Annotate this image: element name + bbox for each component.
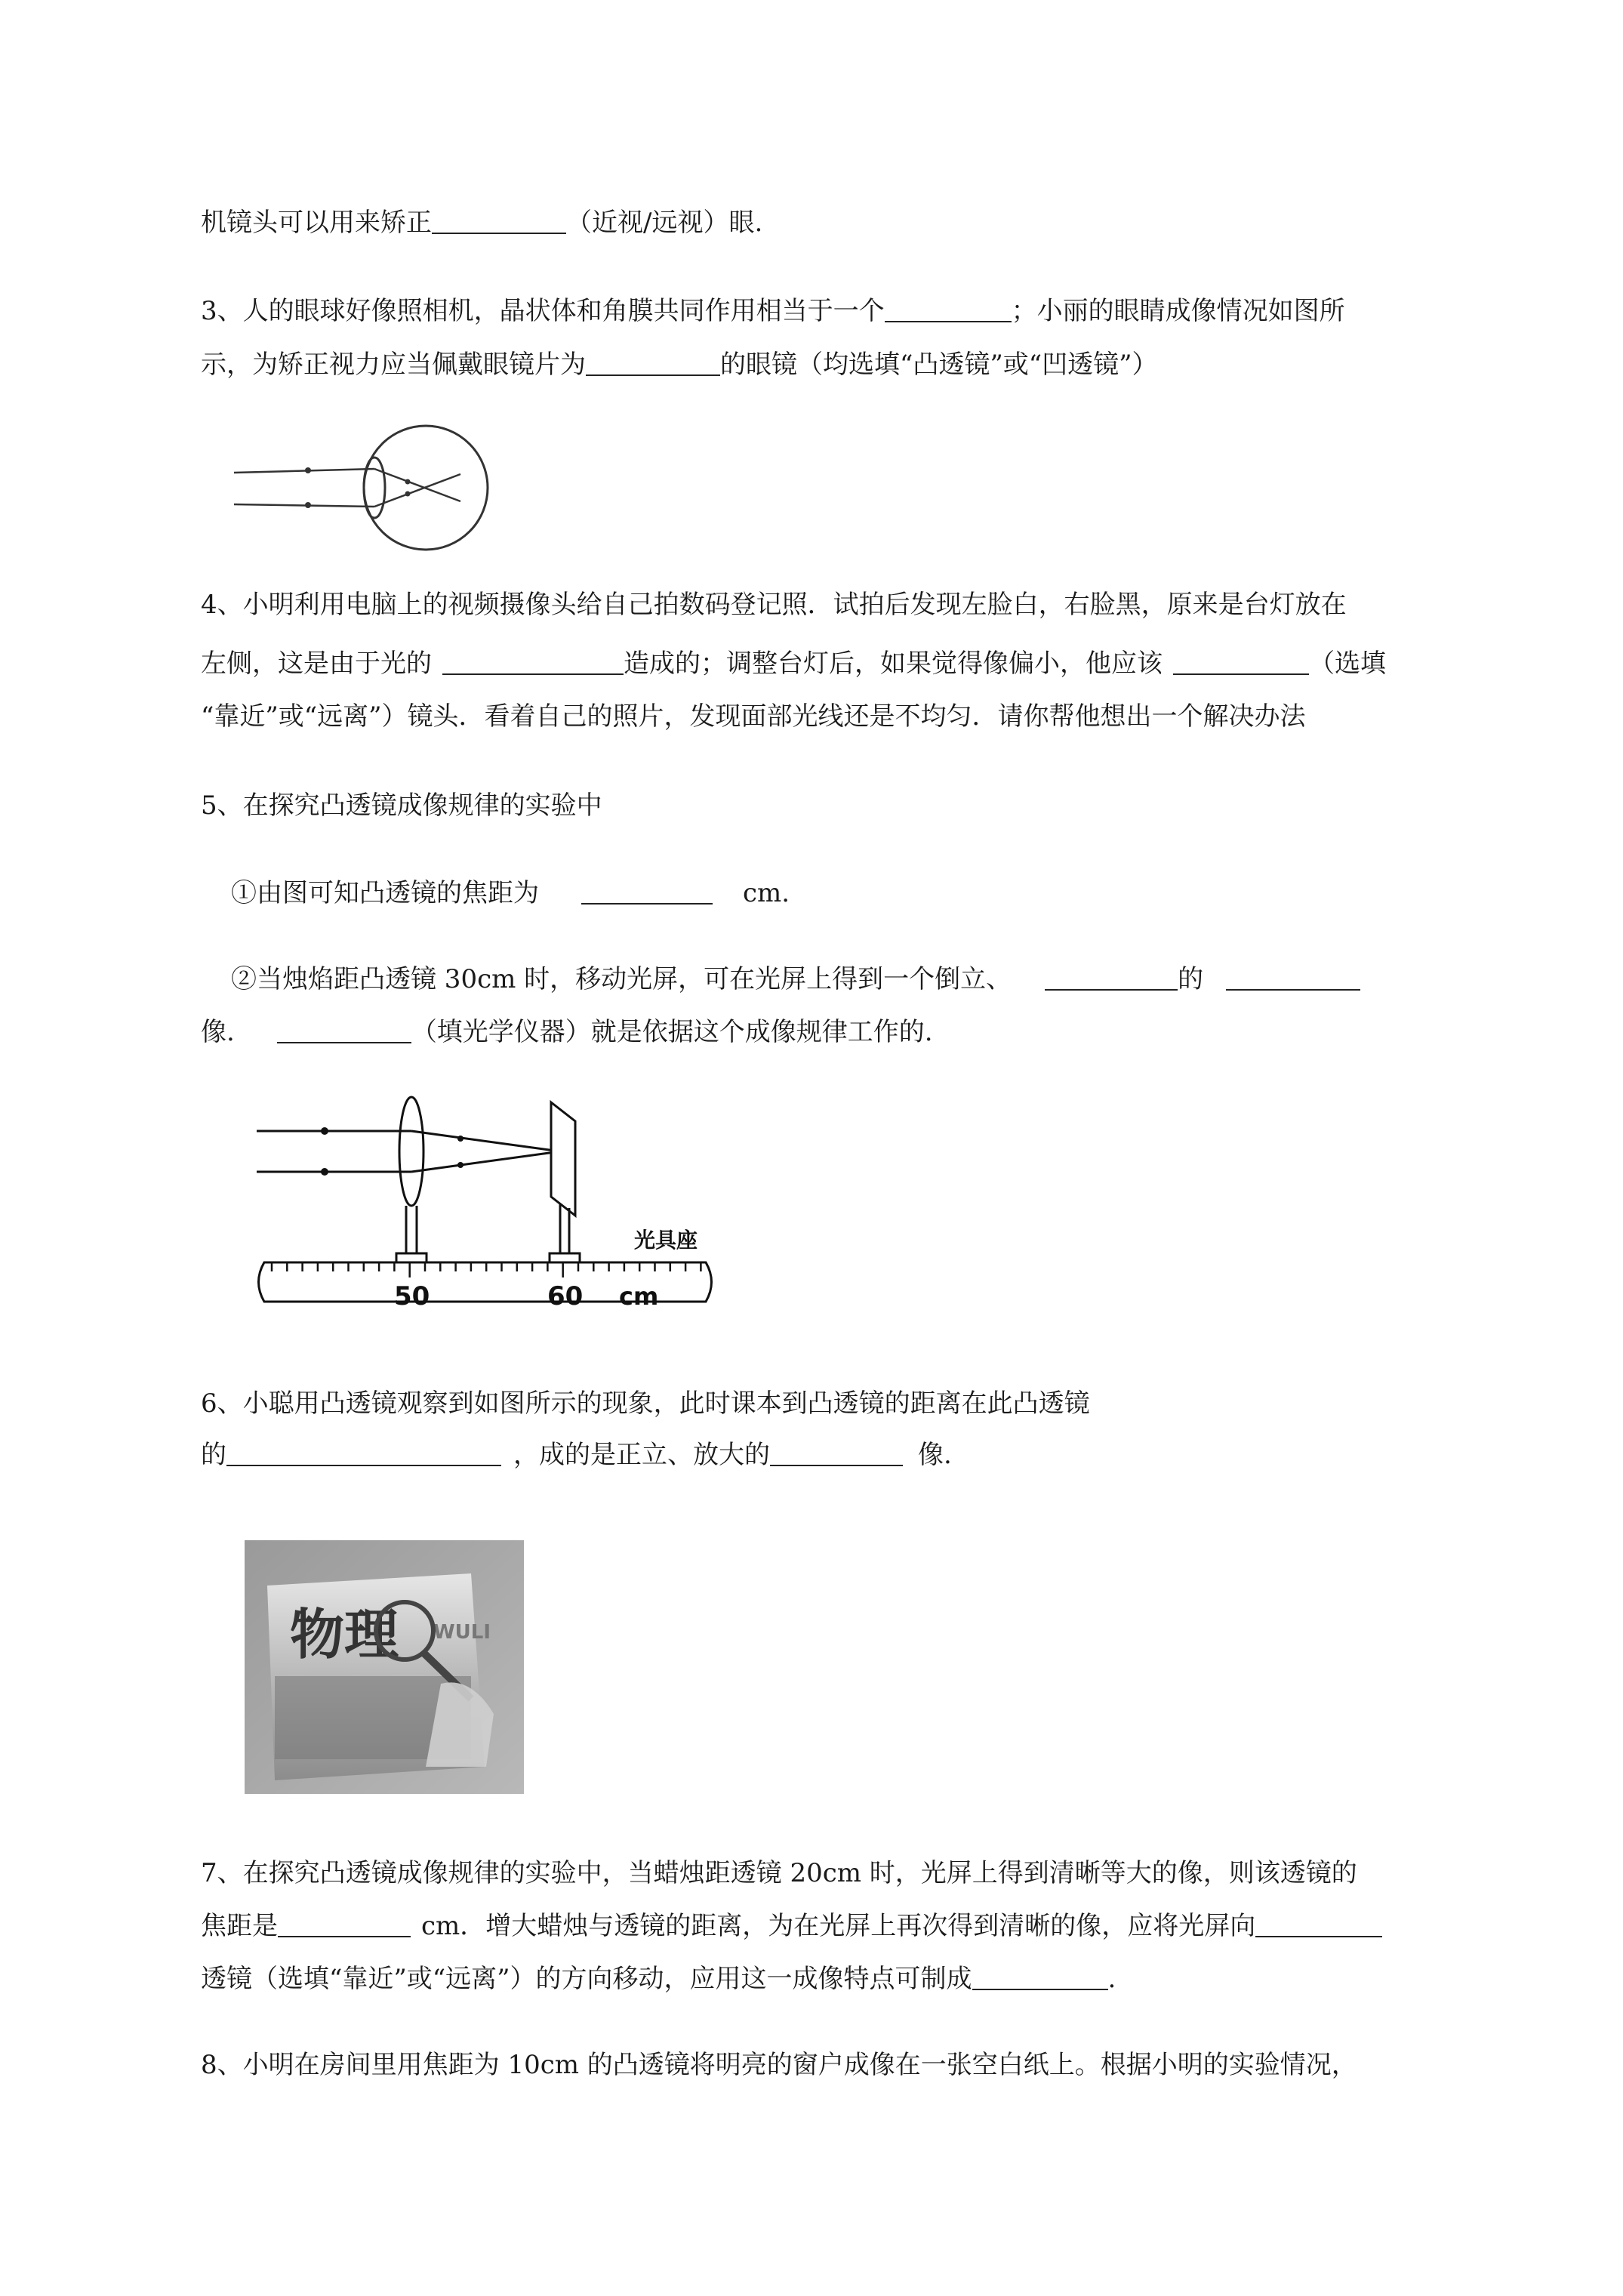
answer-blank[interactable] [1045,963,1178,991]
q8-line-1: 8、小明在房间里用焦距为 10cm 的凸透镜将明亮的窗户成像在一张空白纸上。根据小明的实验情况， [201,2050,1357,2080]
answer-blank[interactable] [1226,963,1360,991]
answer-blank[interactable] [1173,648,1309,675]
q4-line-2: 左侧，这是由于光的 造成的；调整台灯后，如果觉得像偏小，他应该 （选填 [201,649,1386,679]
unit-label: cm [619,1282,659,1311]
answer-blank[interactable] [432,207,566,234]
book-title: 物理 [290,1603,399,1666]
tick-label-60: 60 [547,1281,584,1311]
q3-line-2: 示，为矫正视力应当佩戴眼镜片为 的眼镜（均选填“凸透镜”或“凹透镜”） [201,350,1158,380]
answer-blank[interactable] [885,295,1012,322]
eye-diagram [226,420,521,556]
book-subtitle: WULI [433,1621,491,1644]
answer-blank[interactable] [1255,1910,1382,1937]
q5-line-3: ②当烛焰距凸透镜 30cm 时，移动光屏，可在光屏上得到一个倒立、 的 [231,962,1360,997]
q7-line-1: 7、在探究凸透镜成像规律的实验中，当蜡烛距透镜 20cm 时，光屏上得到清晰等大的像，则该透镜的 [201,1858,1357,1888]
q2-line-1: 机镜头可以用来矫正 （近视/远视）眼. [201,208,763,238]
q5-line-4: 像. （填光学仪器）就是依据这个成像规律工作的. [201,1017,933,1047]
q6-line-2: 的 ，成的是正立、放大的 像. [201,1440,952,1470]
q5-line-1: 5、在探究凸透镜成像规律的实验中 [201,791,602,821]
answer-blank[interactable] [226,1439,501,1466]
q7-line-2: 焦距是 cm．增大蜡烛与透镜的距离，为在光屏上再次得到清晰的像，应将光屏向 [201,1909,1382,1943]
bench-ticks [272,1262,701,1277]
q4-line-1: 4、小明利用电脑上的视频摄像头给自己拍数码登记照．试拍后发现左脸白，右脸黑，原来是台灯放在 [201,590,1347,620]
answer-blank[interactable] [277,1016,411,1043]
answer-blank[interactable] [442,648,624,675]
answer-blank[interactable] [972,1963,1108,1990]
magnifier-photo [245,1540,524,1794]
tick-label-50: 50 [394,1281,430,1311]
q6-line-1: 6、小聪用凸透镜观察到如图所示的现象，此时课本到凸透镜的距离在此凸透镜 [201,1388,1090,1419]
answer-blank[interactable] [770,1439,903,1466]
bench-label: 光具座 [634,1228,698,1253]
q7-line-3: 透镜（选填“靠近”或“远离”）的方向移动，应用这一成像特点可制成 . [201,1964,1116,1994]
optical-bench-diagram [249,1087,732,1329]
answer-blank[interactable] [581,877,713,905]
q5-line-2: ①由图可知凸透镜的焦距为 cm. [231,878,790,908]
q3-line-1: 3、人的眼球好像照相机，晶状体和角膜共同作用相当于一个 ；小丽的眼睛成像情况如图所 [201,296,1345,326]
q4-line-3: “靠近”或“远离”）镜头．看着自己的照片，发现面部光线还是不均匀．请你帮他想出一个解决办法 [201,701,1306,732]
answer-blank[interactable] [586,349,720,376]
answer-blank[interactable] [278,1910,411,1937]
